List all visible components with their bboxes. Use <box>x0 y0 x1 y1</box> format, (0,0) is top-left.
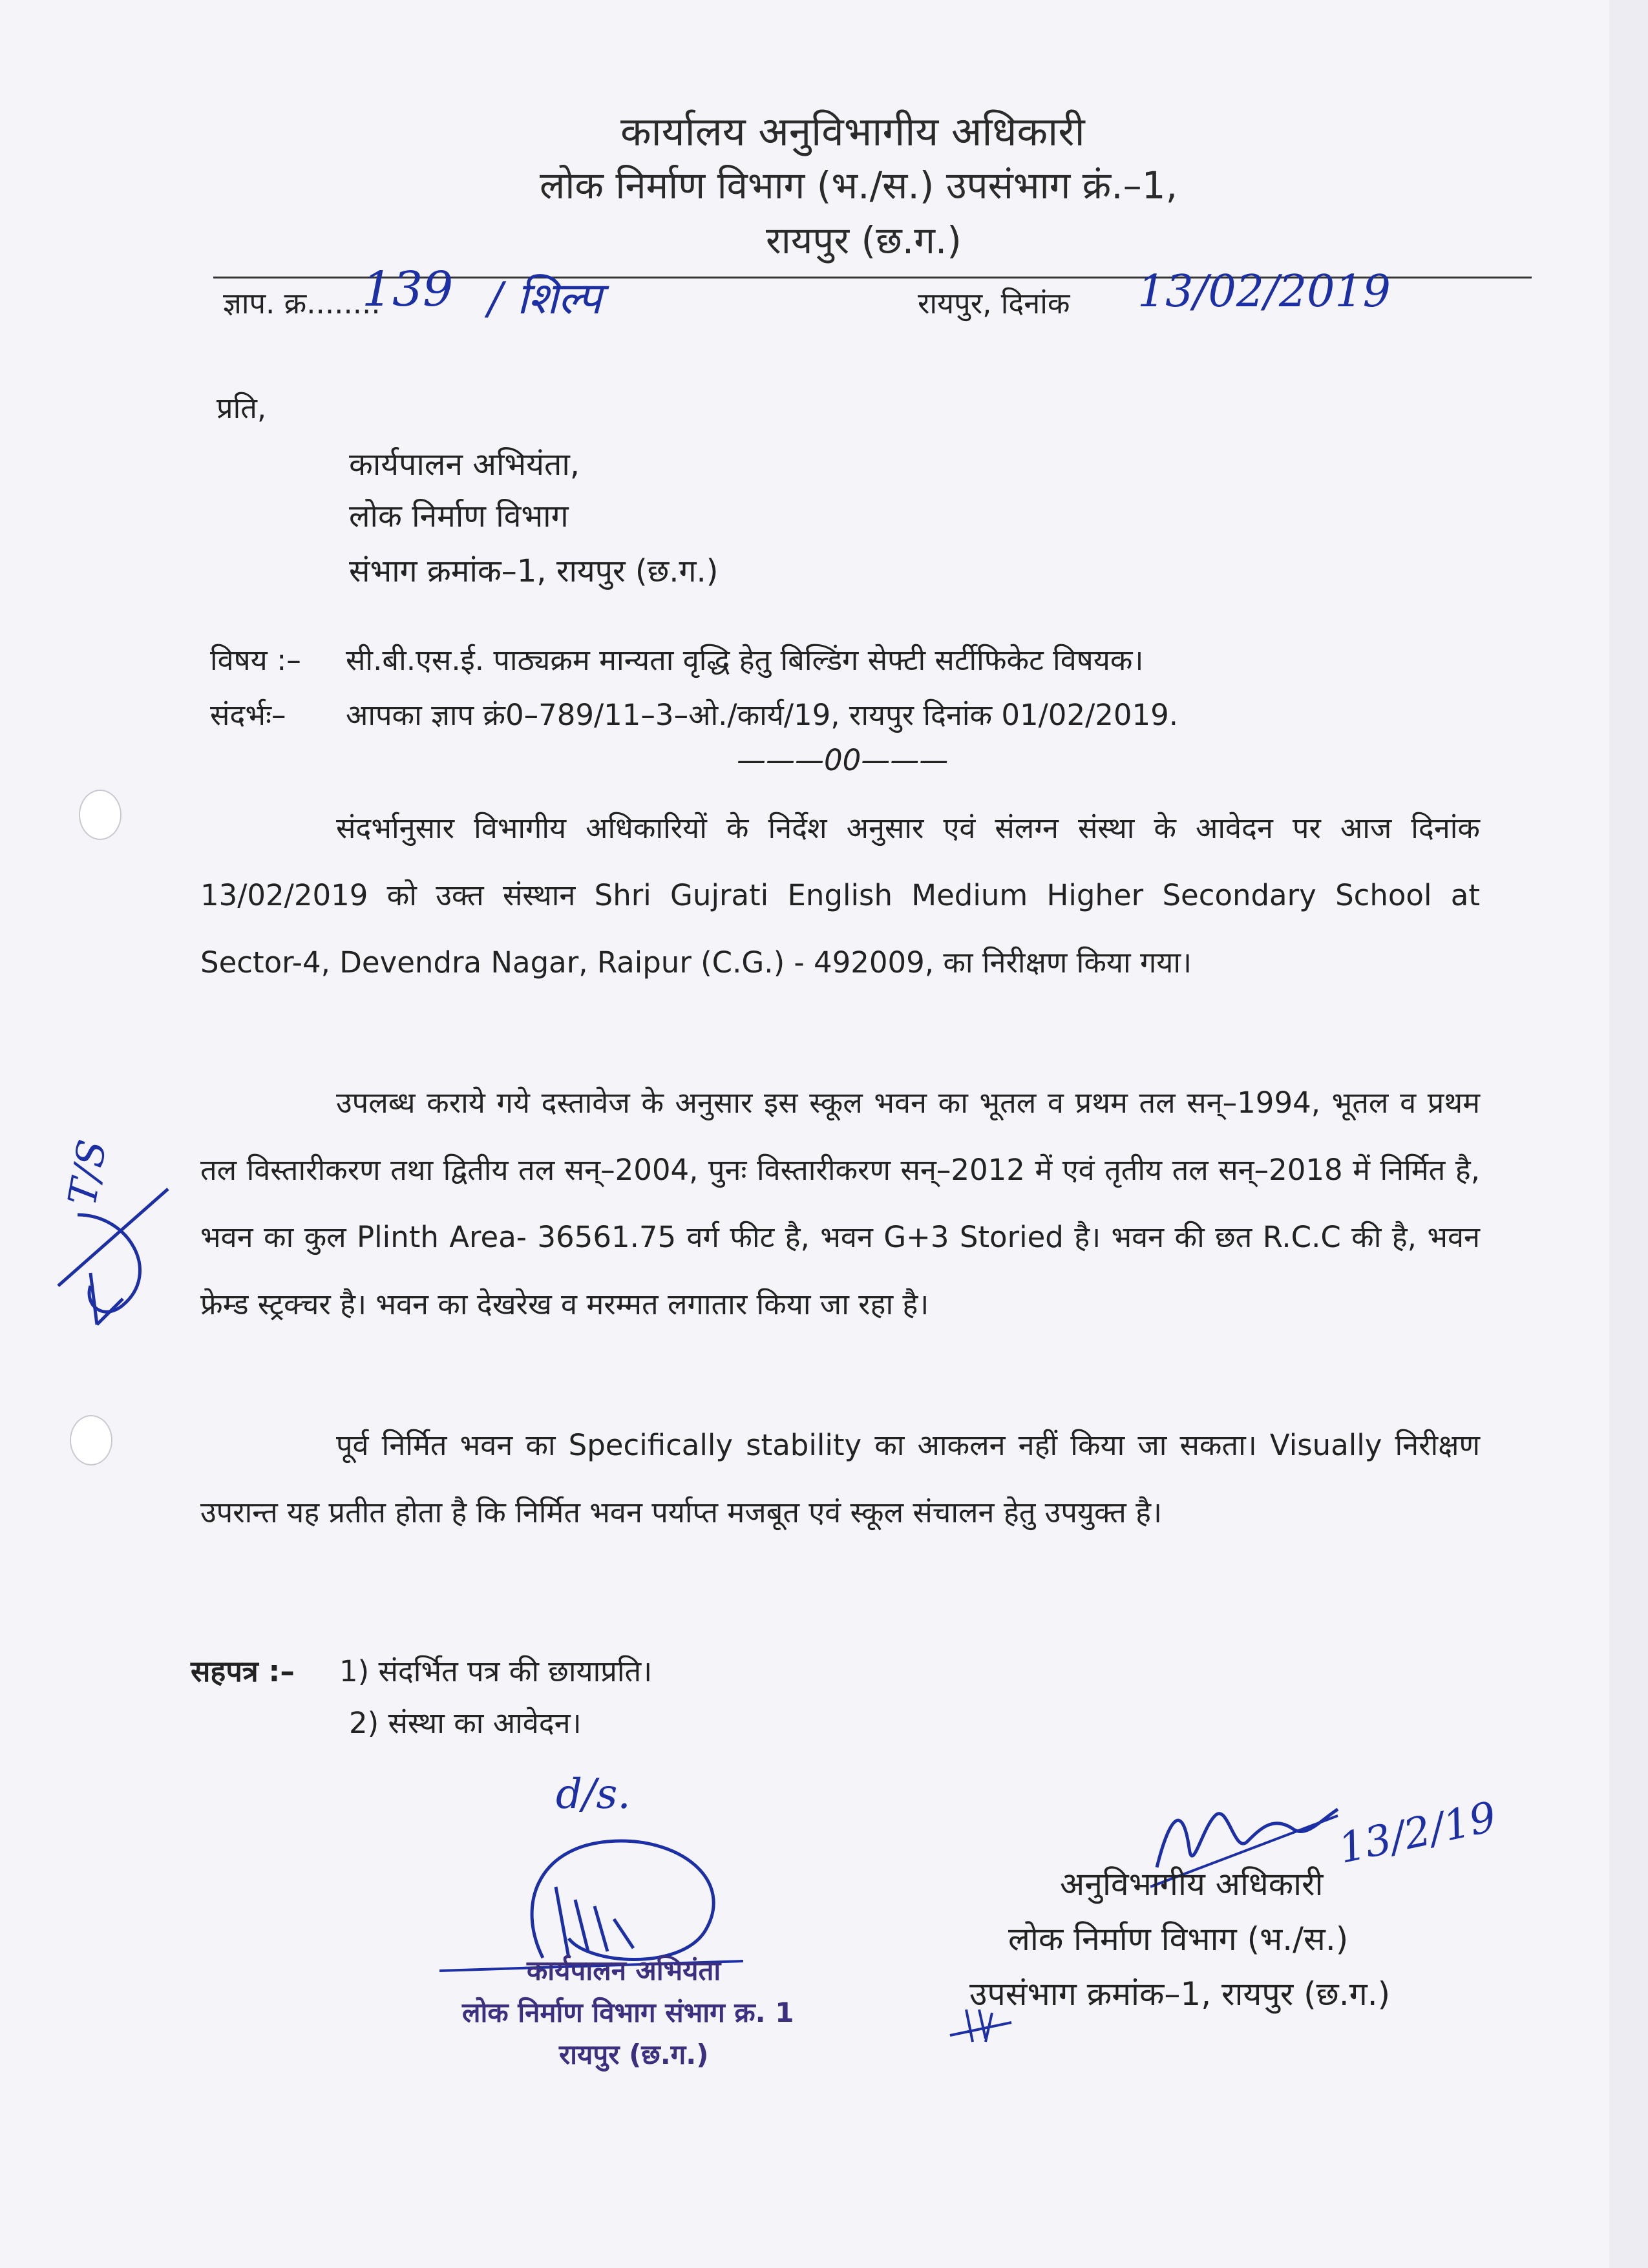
memo-date-label: रायपुर, दिनांक <box>918 286 1070 320</box>
signatory-title: अनुविभागीय अधिकारी <box>1060 1865 1324 1903</box>
recipient-department: लोक निर्माण विभाग <box>349 498 569 534</box>
recipient-to: प्रति, <box>217 391 267 425</box>
office-title: कार्यालय अनुविभागीय अधिकारी <box>620 108 1085 155</box>
reference-text: आपका ज्ञाप क्रं0–789/11–3–ओ./कार्य/19, रायपुर दिनांक 01/02/2019. <box>346 698 1179 732</box>
enclosures-label: सहपत्र :– <box>191 1654 295 1688</box>
paragraph-3: पूर्व निर्मित भवन का Specifically stability का आकलन नहीं किया जा सकता। Visually निरीक्षण उपरान्त यह प्रतीत होता है कि निर्मित भवन पर्याप्त मजबूत एवं स्कूल संचालन हेतु उपयुक्त है। <box>200 1428 1480 1529</box>
stamp-line-1: कार्यपालन अभियंता <box>527 1955 721 1986</box>
enclosure-item-2: 2) संस्था का आवेदन। <box>349 1706 582 1740</box>
signatory-line-3: उपसंभाग क्रमांक–1, रायपुर (छ.ग.) <box>969 1975 1391 2013</box>
memo-number-suffix: / शिल्प <box>488 273 602 324</box>
stamp-line-2: लोक निर्माण विभाग संभाग क्र. 1 <box>462 1997 794 2028</box>
recipient-division: संभाग क्रमांक–1, रायपुर (छ.ग.) <box>349 553 719 589</box>
recipient-designation: कार्यपालन अभियंता, <box>349 446 580 483</box>
signatory-line-2: लोक निर्माण विभाग (भ./स.) <box>1008 1920 1349 1958</box>
stamp-line-3: रायपुर (छ.ग.) <box>559 2039 709 2070</box>
office-line-2: लोक निर्माण विभाग (भ./स.) उपसंभाग क्रं.–1, <box>540 163 1178 207</box>
margin-note: T/S <box>59 1137 116 1209</box>
section-divider: ———00——— <box>737 743 949 777</box>
subject-label: विषय :– <box>210 643 301 677</box>
signature-date: 13/2/19 <box>1335 1793 1501 1873</box>
punch-hole-bottom <box>70 1415 112 1465</box>
forward-note: d/s. <box>556 1770 631 1818</box>
reference-label: संदर्भः– <box>210 698 286 732</box>
enclosure-item-1: 1) संदर्भित पत्र की छायाप्रति। <box>339 1654 653 1688</box>
subject-text: सी.बी.एस.ई. पाठ्यक्रम मान्यता वृद्धि हेतु बिल्डिंग सेफ्टी सर्टीफिकेट विषयक। <box>346 643 1144 677</box>
punch-hole-top <box>79 790 121 840</box>
office-line-3: रायपुर (छ.ग.) <box>766 218 962 262</box>
margin-signature <box>52 1176 181 1338</box>
memo-date-value: 13/02/2019 <box>1137 266 1391 317</box>
paragraph-1: संदर्भानुसार विभागीय अधिकारियों के निर्देश अनुसार एवं संलग्न संस्था के आवेदन पर आज दिनांक 13/02/2019 को उक्त संस्थान Shri Gujrati English Medium Higher Secondary School at Sector-4, Devendra Nagar, Raipur (C.G.) - 492009, का निरीक्षण किया गया। <box>200 811 1480 980</box>
initial-mark <box>947 1997 1018 2048</box>
paragraph-2: उपलब्ध कराये गये दस्तावेज के अनुसार इस स्कूल भवन का भूतल व प्रथम तल सन्–1994, भूतल व प्रथम तल विस्तारीकरण तथा द्वितीय तल सन्–2004, पुनः विस्तारीकरण सन्–2012 में एवं तृतीय तल सन्–2018 में निर्मित है, भवन का कुल Plinth Area- 36561.75 वर्ग फीट है, भवन G+3 Storied है। भवन की छत R.C.C की है, भवन फ्रेम्ड स्ट्रक्चर है। भवन का देखरेख व मरम्मत लगातार किया जा रहा है। <box>200 1086 1480 1321</box>
memo-number-label: ज्ञाप. क्र........ <box>223 286 381 320</box>
memo-number-value: 139 <box>362 262 454 317</box>
